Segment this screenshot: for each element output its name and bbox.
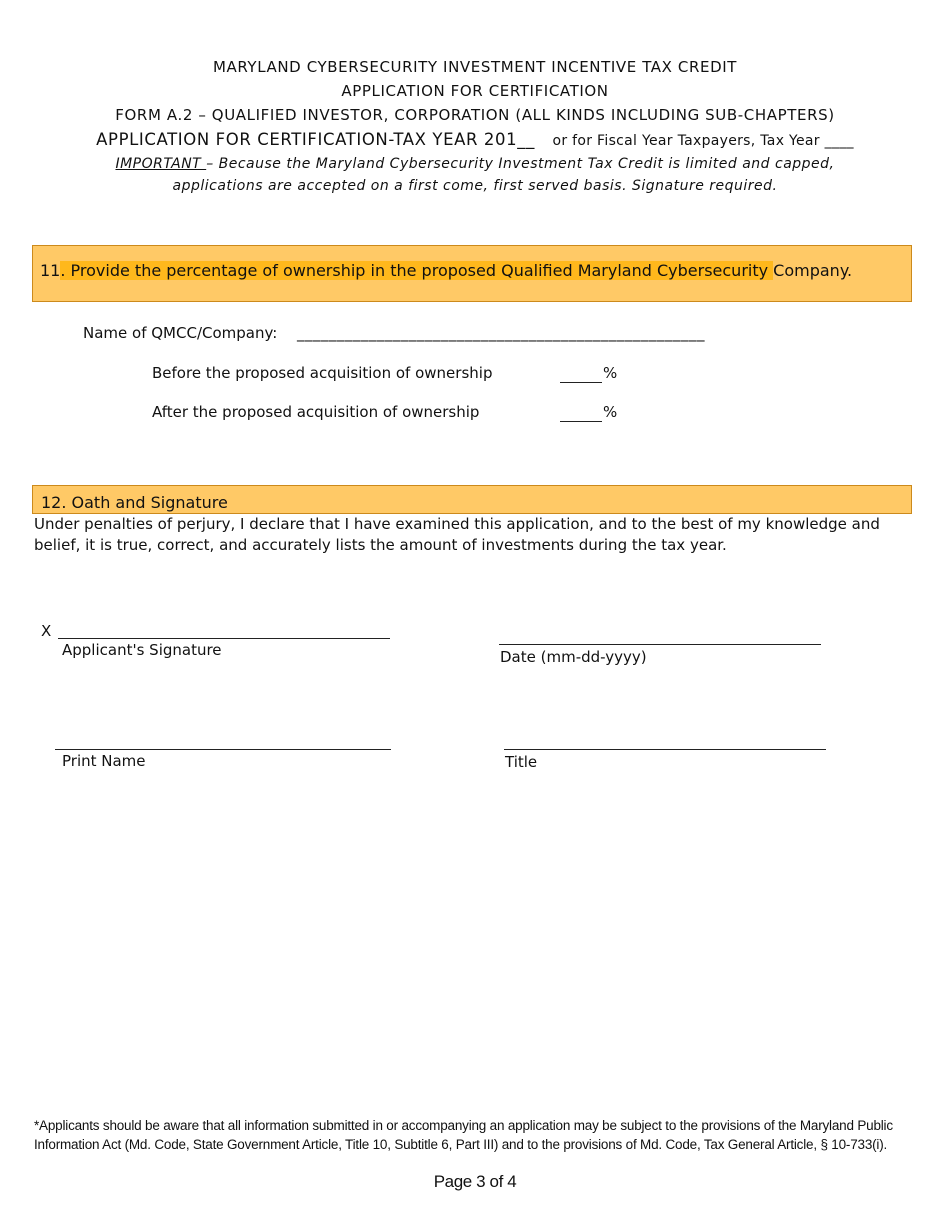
form-title-line3: FORM A.2 – QUALIFIED INVESTOR, CORPORATION (ALL KINDS INCLUDING SUB-CHAPTERS) [115, 106, 835, 124]
section-11-title-end: Company. [773, 261, 853, 280]
section-11-header [32, 245, 912, 302]
date-label: Date (mm-dd-yyyy) [500, 648, 647, 666]
print-name-field[interactable] [55, 733, 391, 750]
important-notice-line1 [0, 156, 950, 172]
title-label: Title [505, 753, 538, 771]
before-percent-symbol: % [603, 364, 618, 382]
tax-year-main: APPLICATION FOR CERTIFICATION-TAX YEAR 201__ [96, 130, 535, 149]
date-field[interactable] [499, 628, 821, 645]
section-11-title-highlight: . Provide the percentage of ownership in the proposed Qualified Maryland Cybersecurity [60, 261, 774, 280]
before-acquisition-label: Before the proposed acquisition of ownership [152, 364, 493, 382]
after-percentage-field[interactable] [560, 405, 602, 422]
applicant-signature-label: Applicant's Signature [62, 641, 222, 659]
important-notice-line2: applications are accepted on a first come, first served basis. Signature required. [172, 178, 778, 194]
applicant-signature-field[interactable] [58, 622, 390, 639]
important-label: IMPORTANT [115, 156, 207, 172]
section-11-number: 11 [40, 261, 61, 280]
fiscal-year-text: or for Fiscal Year Taxpayers, Tax Year ____ [552, 133, 854, 149]
section-12-title: 12. Oath and Signature [41, 493, 228, 512]
oath-declaration: Under penalties of perjury, I declare that I have examined this application, and to the best of my knowledge and belief, it is true, correct, and accurately lists the amount of investments during the tax year. [34, 515, 880, 554]
section-12-header [32, 485, 912, 514]
title-field[interactable] [504, 733, 826, 750]
form-title-line2: APPLICATION FOR CERTIFICATION [341, 82, 609, 100]
public-information-disclaimer: *Applicants should be aware that all information submitted in or accompanying an application may be subject to the provisions of the Maryland Public Information Act (Md. Code, State Government Article, Title 10, Subtitle 6, Part III) and to the provisions of Md. Code, Tax General Article, § 10-733(i). [34, 1118, 893, 1152]
signature-x-mark: X [41, 622, 52, 640]
important-text: – Because the Maryland Cybersecurity Investment Tax Credit is limited and capped, [206, 156, 835, 172]
form-title-line1: MARYLAND CYBERSECURITY INVESTMENT INCENTIVE TAX CREDIT [212, 58, 738, 76]
section-11-title [40, 261, 852, 280]
print-name-label: Print Name [62, 752, 146, 770]
before-percentage-field[interactable] [560, 366, 602, 383]
company-name-field[interactable]: ___________________________________________________ [297, 324, 705, 342]
after-acquisition-label: After the proposed acquisition of ownership [152, 403, 480, 421]
page-number: Page 3 of 4 [433, 1172, 517, 1191]
after-percent-symbol: % [603, 403, 618, 421]
company-name-label: Name of QMCC/Company: [83, 324, 278, 342]
form-tax-year-line [0, 130, 950, 149]
